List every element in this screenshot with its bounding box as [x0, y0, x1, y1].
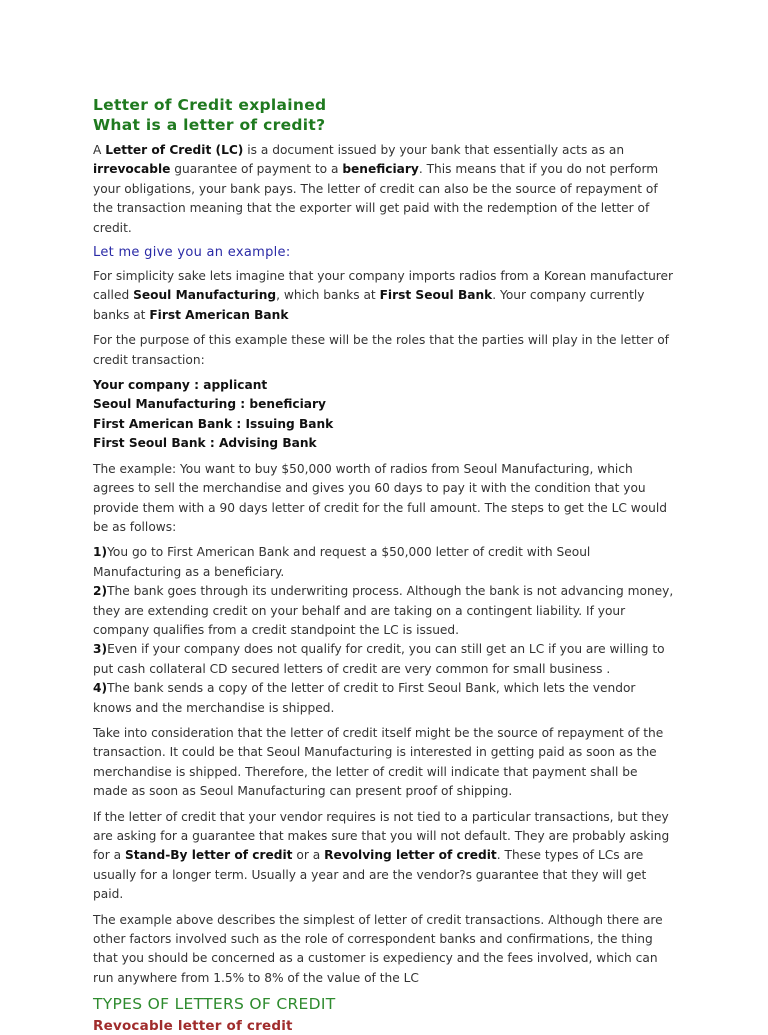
role-item: First American Bank : Issuing Bank [93, 416, 334, 431]
step-item: 1)You go to First American Bank and request a $50,000 letter of credit with Seoul Manufacturing as a beneficiary. [93, 545, 591, 579]
section-title-what-is-lc: What is a letter of credit? [93, 115, 326, 134]
standby-paragraph: If the letter of credit that your vendor requires is not tied to a particular transactions, but they are asking for a guarantee that makes sure that you will not default. They are probably asking for a Stand-By letter of credit or a Revolving letter of credit. These types of LCs are usually for a longer term. Usually a year and are the vendor?s guarantee that they will get paid. [93, 809, 670, 902]
role-item: Your company : applicant [93, 378, 268, 393]
term-beneficiary: beneficiary [342, 162, 419, 177]
step-number: 3) [93, 642, 108, 657]
steps-list [93, 543, 675, 718]
term-stand-by-lc: Stand-By letter of credit [124, 848, 293, 863]
simplest-paragraph: The example above describes the simplest of letter of credit transactions. Although there are other factors involved such as the role of correspondent banks and confirmations, the thing that you should be concerned as a customer is expediency and the fees involved, which can run anywhere from 1.5% to 8% of the value of the LC [93, 912, 663, 985]
example-heading: Let me give you an example: [93, 245, 291, 261]
consideration-paragraph: Take into consideration that the letter of credit itself might be the source of repayment of the transaction. It could be that Seoul Manufacturing is interested in getting paid as soon as the merchandise is shipped. Therefore, the letter of credit will indicate that payment shall be made as soon as Seoul Manufacturing can present proof of shipping. [93, 725, 664, 799]
step-item: 2)The bank goes through its underwriting process. Although the bank is not advancing money, they are extending credit on your behalf and are taking on a contingent liability. If your company qualifies from a credit standpoint the LC is issued. [93, 584, 674, 637]
revocable-heading: Revocable letter of credit [93, 1018, 293, 1035]
term-irrevocable: irrevocable [93, 162, 171, 177]
term-first-seoul-bank: First Seoul Bank [379, 288, 493, 303]
article-body [93, 96, 675, 1035]
example-paragraph: The example: You want to buy $50,000 worth of radios from Seoul Manufacturing, which agrees to sell the merchandise and gives you 60 days to pay it with the condition that you provide them with a 90 days letter of credit for the full amount. The steps to get the LC would be as follows: [93, 461, 668, 534]
term-revolving-lc: Revolving letter of credit [324, 848, 497, 863]
term-seoul-manufacturing: Seoul Manufacturing [133, 288, 277, 303]
role-item: First Seoul Bank : Advising Bank [93, 436, 317, 451]
step-number: 4) [93, 681, 108, 696]
step-number: 2) [93, 584, 108, 599]
role-item: Seoul Manufacturing : beneficiary [93, 397, 326, 412]
roles-intro-paragraph: For the purpose of this example these will be the roles that the parties will play in the letter of credit transaction: [93, 333, 669, 367]
types-heading: TYPES OF LETTERS OF CREDIT [93, 995, 336, 1014]
intro-paragraph: A Letter of Credit (LC) is a document issued by your bank that essentially acts as an irrevocable guarantee of payment to a beneficiary. This means that if you do not perform your obligations, your bank pays. The letter of credit can also be the source of repayment of the transaction meaning that the exporter will get paid with the redemption of the letter of credit. [93, 143, 659, 235]
term-first-american-bank: First American Bank [149, 307, 289, 322]
page-title: Letter of Credit explained [93, 96, 327, 114]
step-number: 1) [93, 545, 108, 560]
step-item: 4)The bank sends a copy of the letter of credit to First Seoul Bank, which lets the vendor knows and the merchandise is shipped. [93, 681, 636, 715]
simplicity-paragraph: For simplicity sake lets imagine that your company imports radios from a Korean manufacturer called Seoul Manufacturing, which banks at First Seoul Bank. Your company currently banks at First American Bank [93, 269, 674, 322]
step-item: 3)Even if your company does not qualify for credit, you can still get an LC if you are willing to put cash collateral CD secured letters of credit are very common for small business . [93, 642, 665, 676]
roles-list [93, 376, 675, 454]
term-letter-of-credit: Letter of Credit (LC) [105, 143, 244, 157]
